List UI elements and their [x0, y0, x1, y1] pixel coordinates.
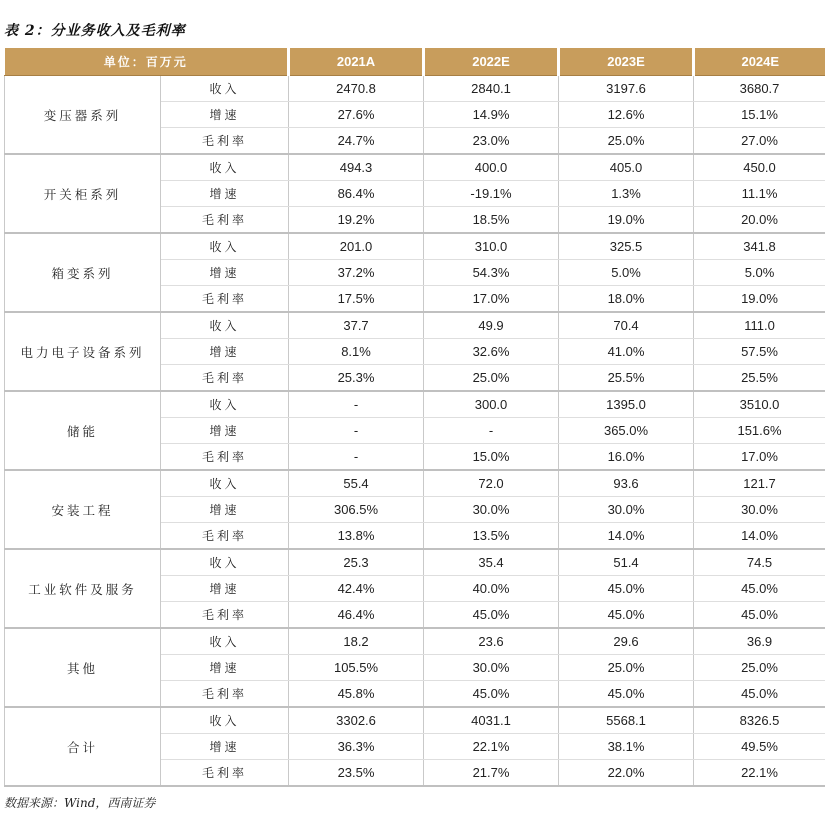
value-cell: 12.6% — [559, 102, 694, 128]
table-row — [5, 154, 825, 181]
value-cell: 20.0% — [694, 207, 825, 234]
metric-label: 毛利率 — [161, 128, 289, 155]
value-cell: 51.4 — [559, 549, 694, 576]
value-cell: 151.6% — [694, 418, 825, 444]
value-cell: 25.0% — [559, 655, 694, 681]
value-cell: 18.2 — [289, 628, 424, 655]
header-row — [5, 48, 825, 76]
category-label: 合计 — [5, 707, 161, 786]
table-row — [5, 233, 825, 260]
metric-label: 增速 — [161, 102, 289, 128]
value-cell: 49.9 — [424, 312, 559, 339]
value-cell: 45.0% — [424, 681, 559, 708]
value-cell: 72.0 — [424, 470, 559, 497]
unit-header: 单位：百万元 — [5, 48, 289, 76]
value-cell: 3510.0 — [694, 391, 825, 418]
value-cell: 23.0% — [424, 128, 559, 155]
value-cell: 5568.1 — [559, 707, 694, 734]
table-row — [5, 312, 825, 339]
value-cell: 45.0% — [694, 681, 825, 708]
value-cell: 23.5% — [289, 760, 424, 787]
value-cell: 36.3% — [289, 734, 424, 760]
value-cell: 55.4 — [289, 470, 424, 497]
value-cell: 18.5% — [424, 207, 559, 234]
value-cell: 19.0% — [559, 207, 694, 234]
value-cell: 8.1% — [289, 339, 424, 365]
value-cell: 400.0 — [424, 154, 559, 181]
value-cell: 15.0% — [424, 444, 559, 471]
category-label: 储能 — [5, 391, 161, 470]
value-cell: 41.0% — [559, 339, 694, 365]
table-title: 表 2：分业务收入及毛利率 — [4, 23, 186, 39]
value-cell: 1.3% — [559, 181, 694, 207]
table-body — [5, 76, 825, 787]
value-cell: 25.0% — [559, 128, 694, 155]
value-cell: 54.3% — [424, 260, 559, 286]
value-cell: 13.5% — [424, 523, 559, 550]
value-cell: 121.7 — [694, 470, 825, 497]
metric-label: 毛利率 — [161, 602, 289, 629]
value-cell: 3680.7 — [694, 76, 825, 102]
source-note: 数据来源：Wind，西南证券 — [4, 796, 156, 810]
table-row — [5, 391, 825, 418]
value-cell: 17.0% — [424, 286, 559, 313]
value-cell: 16.0% — [559, 444, 694, 471]
metric-label: 增速 — [161, 734, 289, 760]
value-cell: 74.5 — [694, 549, 825, 576]
value-cell: 37.7 — [289, 312, 424, 339]
value-cell: 42.4% — [289, 576, 424, 602]
value-cell: 25.5% — [694, 365, 825, 392]
value-cell: 405.0 — [559, 154, 694, 181]
metric-label: 收入 — [161, 233, 289, 260]
category-label: 变压器系列 — [5, 76, 161, 155]
value-cell: 45.0% — [559, 576, 694, 602]
value-cell: 46.4% — [289, 602, 424, 629]
value-cell: 325.5 — [559, 233, 694, 260]
value-cell: 2470.8 — [289, 76, 424, 102]
category-label: 安装工程 — [5, 470, 161, 549]
value-cell: 14.0% — [694, 523, 825, 550]
value-cell: 105.5% — [289, 655, 424, 681]
metric-label: 毛利率 — [161, 365, 289, 392]
value-cell: 306.5% — [289, 497, 424, 523]
value-cell: 93.6 — [559, 470, 694, 497]
value-cell: 30.0% — [559, 497, 694, 523]
table-row — [5, 549, 825, 576]
value-cell: 45.0% — [559, 602, 694, 629]
metric-label: 收入 — [161, 312, 289, 339]
value-cell: 27.0% — [694, 128, 825, 155]
value-cell: 27.6% — [289, 102, 424, 128]
metric-label: 收入 — [161, 154, 289, 181]
value-cell: 17.5% — [289, 286, 424, 313]
value-cell: 11.1% — [694, 181, 825, 207]
value-cell: 365.0% — [559, 418, 694, 444]
value-cell: 36.9 — [694, 628, 825, 655]
value-cell: 8326.5 — [694, 707, 825, 734]
metric-label: 增速 — [161, 576, 289, 602]
value-cell: 45.0% — [694, 602, 825, 629]
value-cell: 3197.6 — [559, 76, 694, 102]
value-cell: 22.1% — [694, 760, 825, 787]
value-cell: 45.0% — [424, 602, 559, 629]
value-cell: 18.0% — [559, 286, 694, 313]
category-label: 开关柜系列 — [5, 154, 161, 233]
value-cell: 45.8% — [289, 681, 424, 708]
value-cell: - — [289, 418, 424, 444]
value-cell: 57.5% — [694, 339, 825, 365]
value-cell: 23.6 — [424, 628, 559, 655]
metric-label: 增速 — [161, 418, 289, 444]
value-cell: 30.0% — [694, 497, 825, 523]
value-cell: 45.0% — [694, 576, 825, 602]
value-cell: 14.9% — [424, 102, 559, 128]
value-cell: 13.8% — [289, 523, 424, 550]
value-cell: 35.4 — [424, 549, 559, 576]
value-cell: 30.0% — [424, 655, 559, 681]
metric-label: 增速 — [161, 260, 289, 286]
metric-label: 增速 — [161, 339, 289, 365]
year-header: 2024E — [694, 48, 825, 76]
metric-label: 毛利率 — [161, 760, 289, 787]
table-row — [5, 707, 825, 734]
value-cell: 22.1% — [424, 734, 559, 760]
value-cell: 450.0 — [694, 154, 825, 181]
value-cell: 45.0% — [559, 681, 694, 708]
value-cell: 5.0% — [694, 260, 825, 286]
metric-label: 收入 — [161, 549, 289, 576]
value-cell: 15.1% — [694, 102, 825, 128]
value-cell: 86.4% — [289, 181, 424, 207]
metric-label: 收入 — [161, 76, 289, 102]
value-cell: 25.3 — [289, 549, 424, 576]
metric-label: 毛利率 — [161, 444, 289, 471]
value-cell: 19.2% — [289, 207, 424, 234]
table-row — [5, 76, 825, 102]
value-cell: 70.4 — [559, 312, 694, 339]
value-cell: 38.1% — [559, 734, 694, 760]
value-cell: 201.0 — [289, 233, 424, 260]
value-cell: 300.0 — [424, 391, 559, 418]
value-cell: 40.0% — [424, 576, 559, 602]
metric-label: 毛利率 — [161, 286, 289, 313]
value-cell: 3302.6 — [289, 707, 424, 734]
value-cell: 494.3 — [289, 154, 424, 181]
value-cell: -19.1% — [424, 181, 559, 207]
value-cell: 111.0 — [694, 312, 825, 339]
metric-label: 收入 — [161, 628, 289, 655]
value-cell: 32.6% — [424, 339, 559, 365]
value-cell: 2840.1 — [424, 76, 559, 102]
value-cell: 25.0% — [424, 365, 559, 392]
year-header: 2022E — [424, 48, 559, 76]
metric-label: 增速 — [161, 655, 289, 681]
metric-label: 毛利率 — [161, 523, 289, 550]
metric-label: 收入 — [161, 470, 289, 497]
value-cell: 37.2% — [289, 260, 424, 286]
value-cell: 341.8 — [694, 233, 825, 260]
value-cell: 14.0% — [559, 523, 694, 550]
category-label: 箱变系列 — [5, 233, 161, 312]
metric-label: 收入 — [161, 391, 289, 418]
revenue-margin-table — [4, 48, 825, 787]
year-header: 2023E — [559, 48, 694, 76]
value-cell: 25.0% — [694, 655, 825, 681]
category-label: 电力电子设备系列 — [5, 312, 161, 391]
table-row — [5, 470, 825, 497]
year-header: 2021A — [289, 48, 424, 76]
value-cell: 17.0% — [694, 444, 825, 471]
value-cell: - — [424, 418, 559, 444]
value-cell: 29.6 — [559, 628, 694, 655]
value-cell: 24.7% — [289, 128, 424, 155]
metric-label: 收入 — [161, 707, 289, 734]
category-label: 工业软件及服务 — [5, 549, 161, 628]
category-label: 其他 — [5, 628, 161, 707]
table-row — [5, 628, 825, 655]
value-cell: - — [289, 444, 424, 471]
value-cell: - — [289, 391, 424, 418]
value-cell: 49.5% — [694, 734, 825, 760]
metric-label: 增速 — [161, 497, 289, 523]
value-cell: 5.0% — [559, 260, 694, 286]
value-cell: 19.0% — [694, 286, 825, 313]
value-cell: 21.7% — [424, 760, 559, 787]
value-cell: 1395.0 — [559, 391, 694, 418]
value-cell: 22.0% — [559, 760, 694, 787]
metric-label: 毛利率 — [161, 207, 289, 234]
value-cell: 25.5% — [559, 365, 694, 392]
value-cell: 25.3% — [289, 365, 424, 392]
value-cell: 30.0% — [424, 497, 559, 523]
value-cell: 4031.1 — [424, 707, 559, 734]
value-cell: 310.0 — [424, 233, 559, 260]
metric-label: 毛利率 — [161, 681, 289, 708]
metric-label: 增速 — [161, 181, 289, 207]
